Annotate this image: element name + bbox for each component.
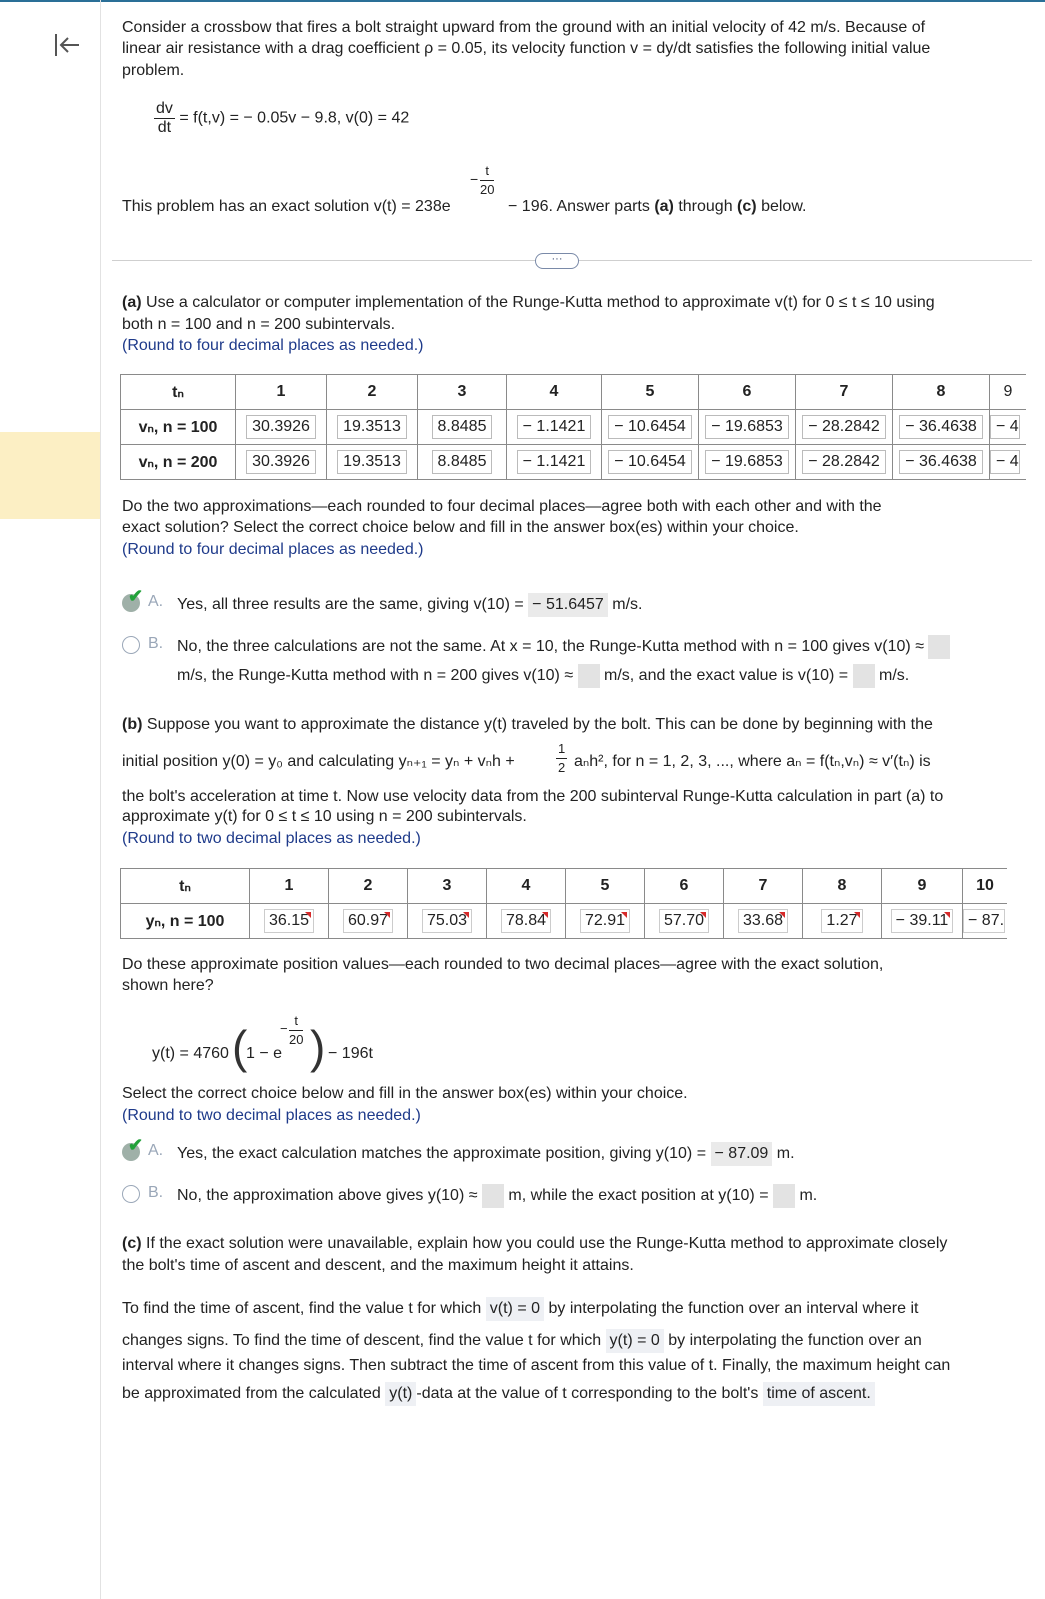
- value-cell[interactable]: − 4: [990, 450, 1020, 474]
- part-c-prompt: the bolt's time of ascent and descent, and the maximum height it attains.: [122, 1257, 634, 1274]
- row-label: vₙ, n = 100: [121, 410, 236, 445]
- question-text: Do the two approximations—each rounded to four decimal places—agree both with each other and with the: [122, 498, 882, 515]
- tn-header: tₙ: [121, 869, 250, 904]
- part-b-prompt: the bolt's acceleration at time t. Now use velocity data from the 200 subinterval Runge-Kutta calculation in part (a) to: [122, 788, 944, 805]
- value-cell[interactable]: − 28.2842: [802, 415, 886, 439]
- table-row: [121, 904, 1008, 939]
- radio-b[interactable]: [122, 1185, 140, 1203]
- value-cell[interactable]: 8.8485: [432, 415, 493, 439]
- t-header: 1: [236, 375, 327, 410]
- collapse-left-icon[interactable]: [52, 30, 82, 60]
- part-a-prompt: (a) Use a calculator or computer implementation of the Runge-Kutta method to approximate v(t) for 0 ≤ t ≤ 10 using: [122, 294, 935, 311]
- t-header: 5: [602, 375, 699, 410]
- choice-b-text: No, the approximation above gives y(10) ≈ m, while the exact position at y(10) = m.: [177, 1184, 817, 1208]
- check-icon: ✔: [128, 1135, 144, 1155]
- value-cell[interactable]: − 19.6853: [705, 415, 789, 439]
- dropdown-answer[interactable]: v(t) = 0: [486, 1297, 544, 1321]
- value-cell[interactable]: 8.8485: [432, 450, 493, 474]
- t-header: 1: [250, 869, 329, 904]
- part-b-prompt: (b) Suppose you want to approximate the distance y(t) traveled by the bolt. This can be done by beginning with the: [122, 716, 933, 733]
- choice-letter: A.: [148, 593, 164, 610]
- choice-letter: B.: [148, 1184, 164, 1201]
- exponent-fraction: $\frac{t}{20}$: [480, 163, 495, 197]
- question-text: shown here?: [122, 977, 214, 994]
- answer-line: interval where it changes signs. Then subtract the time of ascent from this value of t. Finally, the maximum height can: [122, 1357, 951, 1374]
- exact-suffix: − 196. Answer parts (a) through (c) below.: [508, 198, 807, 215]
- part-c-prompt: (c) If the exact solution were unavailable, explain how you could use the Runge-Kutta method to approximate closely: [122, 1235, 948, 1252]
- intro-line: Consider a crossbow that fires a bolt straight upward from the ground with an initial velocity of 42 m/s. Because of: [122, 19, 926, 36]
- t-header: 6: [645, 869, 724, 904]
- exact-prefix: This problem has an exact solution v(t) = 238e: [122, 198, 451, 215]
- t-header: 3: [418, 375, 507, 410]
- round-note: (Round to two decimal places as needed.): [122, 830, 421, 847]
- table-header-row: [121, 375, 1027, 410]
- value-cell[interactable]: 19.3513: [337, 450, 407, 474]
- check-icon: ✔: [128, 586, 144, 606]
- exponent-minus: −: [470, 171, 479, 187]
- value-cell[interactable]: − 36.4638: [899, 415, 983, 439]
- value-cell[interactable]: − 1.1421: [517, 415, 592, 439]
- value-cell[interactable]: − 19.6853: [705, 450, 789, 474]
- answer-box[interactable]: − 87.09: [711, 1142, 773, 1166]
- right-paren: ): [310, 1021, 326, 1073]
- position-value-cell[interactable]: 75.03: [422, 909, 472, 933]
- exponent-fraction: $\frac{t}{20}$: [289, 1013, 304, 1047]
- t-header: 9: [882, 869, 963, 904]
- round-note: (Round to four decimal places as needed.): [122, 541, 424, 558]
- more-button[interactable]: ···: [535, 253, 579, 269]
- answer-box[interactable]: [482, 1184, 504, 1208]
- part-b-prompt: initial position y(0) = y₀ and calculating yₙ₊₁ = yₙ + vₙh +: [122, 753, 515, 770]
- answer-box[interactable]: [773, 1184, 795, 1208]
- left-paren: (: [232, 1021, 248, 1073]
- value-cell[interactable]: − 28.2842: [802, 450, 886, 474]
- t-header: 4: [507, 375, 602, 410]
- part-a-prompt: both n = 100 and n = 200 subintervals.: [122, 316, 396, 333]
- round-note: (Round to two decimal places as needed.): [122, 1107, 421, 1124]
- table-header-row: [121, 869, 1008, 904]
- t-header: 8: [893, 375, 990, 410]
- t-header: 5: [566, 869, 645, 904]
- position-value-cell[interactable]: 78.84: [501, 909, 551, 933]
- select-instruction: Select the correct choice below and fill in the answer box(es) within your choice.: [122, 1085, 688, 1102]
- ode-equation: [154, 100, 409, 137]
- position-value-cell[interactable]: 33.68: [738, 909, 788, 933]
- row-label: yₙ, n = 100: [121, 904, 250, 939]
- t-header: 4: [487, 869, 566, 904]
- current-question-highlight: [0, 432, 100, 519]
- t-header: 10: [963, 869, 1008, 904]
- exact-position-prefix: y(t) = 4760: [152, 1045, 229, 1062]
- intro-line: problem.: [122, 62, 185, 79]
- position-value-cell[interactable]: − 39.11: [891, 909, 954, 933]
- value-cell[interactable]: 19.3513: [337, 415, 407, 439]
- t-header: 2: [327, 375, 418, 410]
- t-header: 6: [699, 375, 796, 410]
- row-label: vₙ, n = 200: [121, 445, 236, 480]
- answer-line: To find the time of ascent, find the value t for which v(t) = 0 by interpolating the function over an interval where it: [122, 1297, 918, 1321]
- dropdown-answer[interactable]: y(t) = 0: [606, 1329, 664, 1353]
- dv-dt-fraction: $\frac{dv}{dt}$: [156, 100, 173, 136]
- tn-header: tₙ: [121, 375, 236, 410]
- t-header: 3: [408, 869, 487, 904]
- value-cell[interactable]: − 1.1421: [517, 450, 592, 474]
- t-header: 9: [990, 375, 1027, 410]
- answer-box[interactable]: [853, 664, 875, 688]
- table-row: [121, 410, 1027, 445]
- value-cell[interactable]: − 36.4638: [899, 450, 983, 474]
- top-accent-bar: [0, 0, 1045, 2]
- answer-box[interactable]: [578, 664, 600, 688]
- value-cell[interactable]: 30.3926: [246, 450, 316, 474]
- value-cell[interactable]: − 10.6454: [608, 415, 692, 439]
- choice-letter: A.: [148, 1142, 164, 1159]
- left-rail: [0, 0, 101, 1599]
- radio-b[interactable]: [122, 636, 140, 654]
- ode-rhs: = f(t,v) = − 0.05v − 9.8, v(0) = 42: [179, 109, 410, 127]
- exact-position-inner: 1 − e: [246, 1045, 283, 1062]
- position-value-cell[interactable]: 60.97: [343, 909, 393, 933]
- dropdown-answer[interactable]: y(t): [385, 1382, 416, 1406]
- exact-solution-line: [122, 196, 451, 218]
- value-cell[interactable]: 30.3926: [246, 415, 316, 439]
- value-cell[interactable]: − 10.6454: [608, 450, 692, 474]
- position-value-cell[interactable]: 1.27: [821, 909, 862, 933]
- t-header: 2: [329, 869, 408, 904]
- t-header: 7: [796, 375, 893, 410]
- intro-line: linear air resistance with a drag coefficient ρ = 0.05, its velocity function v = dy/dt satisfies the following initial value: [122, 40, 931, 57]
- choice-b-text: No, the three calculations are not the same. At x = 10, the Runge-Kutta method with n = 100 gives v(10) ≈: [177, 635, 950, 659]
- answer-line: changes signs. To find the time of descent, find the value t for which y(t) = 0 by interpolating the function over an: [122, 1329, 922, 1353]
- choice-b-text: m/s, the Runge-Kutta method with n = 200 gives v(10) ≈ m/s, and the exact value is v(10) = m/s.: [177, 664, 909, 688]
- table-row: [121, 445, 1027, 480]
- exponent-minus: −: [280, 1021, 288, 1036]
- position-table: [120, 868, 1007, 939]
- part-b-prompt: aₙh², for n = 1, 2, 3, ..., where aₙ = f(tₙ,vₙ) ≈ v′(tₙ) is: [574, 753, 931, 770]
- exact-position-suffix: − 196t: [328, 1045, 373, 1062]
- part-b-prompt: approximate y(t) for 0 ≤ t ≤ 10 using n = 200 subintervals.: [122, 808, 527, 825]
- question-text: exact solution? Select the correct choice below and fill in the answer box(es) within your choice.: [122, 519, 799, 536]
- t-header: 7: [724, 869, 803, 904]
- value-cell[interactable]: − 4: [990, 415, 1020, 439]
- position-value-cell[interactable]: 72.91: [580, 909, 630, 933]
- position-value-cell[interactable]: − 87.: [963, 909, 1005, 933]
- position-value-cell[interactable]: 57.70: [659, 909, 709, 933]
- choice-a-text: Yes, all three results are the same, giving v(10) = − 51.6457 m/s.: [177, 593, 642, 617]
- t-header: 8: [803, 869, 882, 904]
- answer-box[interactable]: [928, 635, 950, 659]
- round-note: (Round to four decimal places as needed.): [122, 337, 424, 354]
- question-text: Do these approximate position values—each rounded to two decimal places—agree with the exact solution,: [122, 956, 884, 973]
- velocity-table: [120, 374, 1026, 480]
- position-value-cell[interactable]: 36.15: [264, 909, 314, 933]
- dropdown-answer[interactable]: time of ascent.: [763, 1382, 875, 1406]
- choice-a-text: Yes, the exact calculation matches the approximate position, giving y(10) = − 87.09 m.: [177, 1142, 795, 1166]
- answer-line: be approximated from the calculated y(t) -data at the value of t corresponding to the bolt's time of ascent.: [122, 1382, 875, 1406]
- choice-letter: B.: [148, 635, 164, 652]
- answer-box[interactable]: − 51.6457: [528, 593, 608, 617]
- half-fraction: $\frac{1}{2}$: [558, 741, 566, 775]
